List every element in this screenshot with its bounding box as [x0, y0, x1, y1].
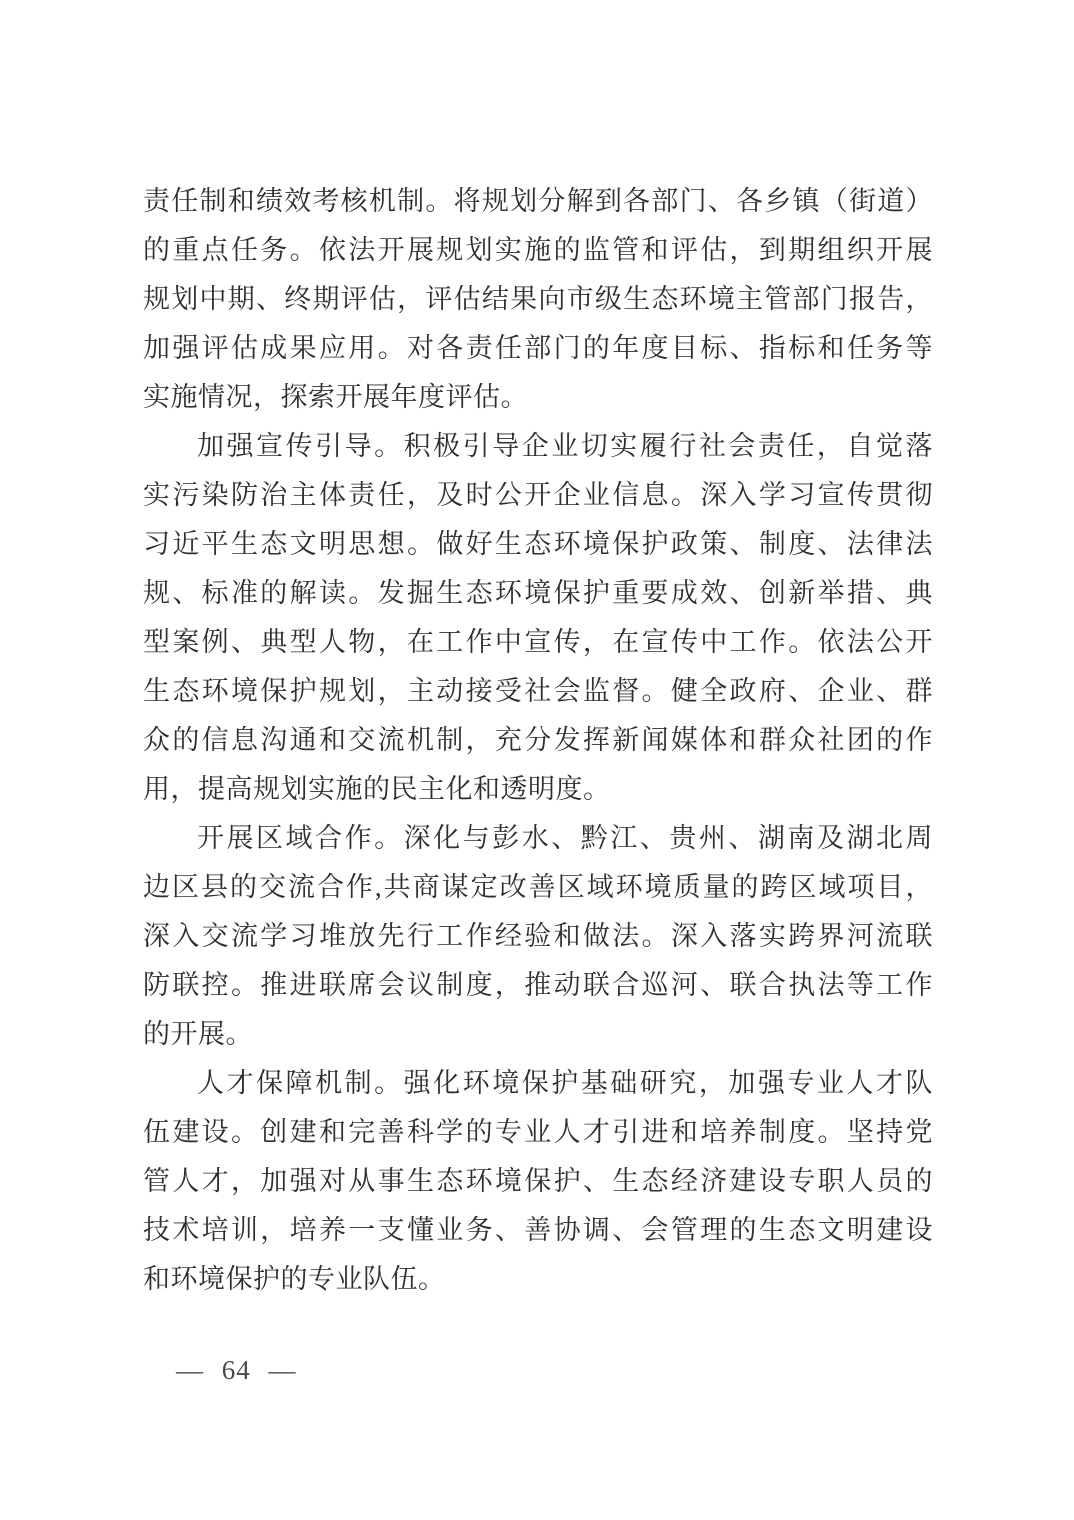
text-line: 伍建设。创建和完善科学的专业人才引进和培养制度。坚持党 — [143, 1117, 933, 1147]
text-line: 习近平生态文明思想。做好生态环境保护政策、制度、法律法 — [143, 529, 933, 559]
document-body — [143, 177, 933, 1304]
text-line: 实施情况，探索开展年度评估。 — [143, 382, 528, 412]
text-line: 生态环境保护规划，主动接受社会监督。健全政府、企业、群 — [143, 676, 933, 706]
text-line: 深入交流学习堆放先行工作经验和做法。深入落实跨界河流联 — [143, 921, 933, 951]
text-line: 边区县的交流合作,共商谋定改善区域环境质量的跨区域项目， — [143, 872, 933, 902]
text-line: 管人才，加强对从事生态环境保护、生态经济建设专职人员的 — [143, 1166, 933, 1196]
paragraph — [143, 177, 933, 422]
text-line: 型案例、典型人物，在工作中宣传，在宣传中工作。依法公开 — [143, 627, 933, 657]
text-line: 规、标准的解读。发掘生态环境保护重要成效、创新举措、典 — [143, 578, 933, 608]
text-line: 人才保障机制。强化环境保护基础研究，加强专业人才队 — [197, 1068, 933, 1098]
text-line: 防联控。推进联席会议制度，推动联合巡河、联合执法等工作 — [143, 970, 933, 1000]
text-line: 的重点任务。依法开展规划实施的监管和评估，到期组织开展 — [143, 235, 933, 265]
text-line: 的开展。 — [143, 1019, 253, 1049]
text-line: 和环境保护的专业队伍。 — [143, 1264, 446, 1294]
text-line: 开展区域合作。深化与彭水、黔江、贵州、湖南及湖北周 — [197, 823, 933, 853]
paragraph — [143, 422, 933, 814]
text-line: 加强评估成果应用。对各责任部门的年度目标、指标和任务等 — [143, 333, 933, 363]
paragraph — [143, 814, 933, 1059]
text-line: 规划中期、终期评估，评估结果向市级生态环境主管部门报告， — [143, 284, 933, 314]
text-line: 用，提高规划实施的民主化和透明度。 — [143, 774, 611, 804]
page-number: — 64 — — [176, 1355, 297, 1385]
text-line: 责任制和绩效考核机制。将规划分解到各部门、各乡镇（街道） — [143, 186, 933, 216]
text-line: 技术培训，培养一支懂业务、善协调、会管理的生态文明建设 — [143, 1215, 933, 1245]
text-line: 实污染防治主体责任，及时公开企业信息。深入学习宣传贯彻 — [143, 480, 933, 510]
text-line: 加强宣传引导。积极引导企业切实履行社会责任，自觉落 — [197, 431, 933, 461]
text-line: 众的信息沟通和交流机制，充分发挥新闻媒体和群众社团的作 — [143, 725, 933, 755]
paragraph — [143, 1059, 933, 1304]
